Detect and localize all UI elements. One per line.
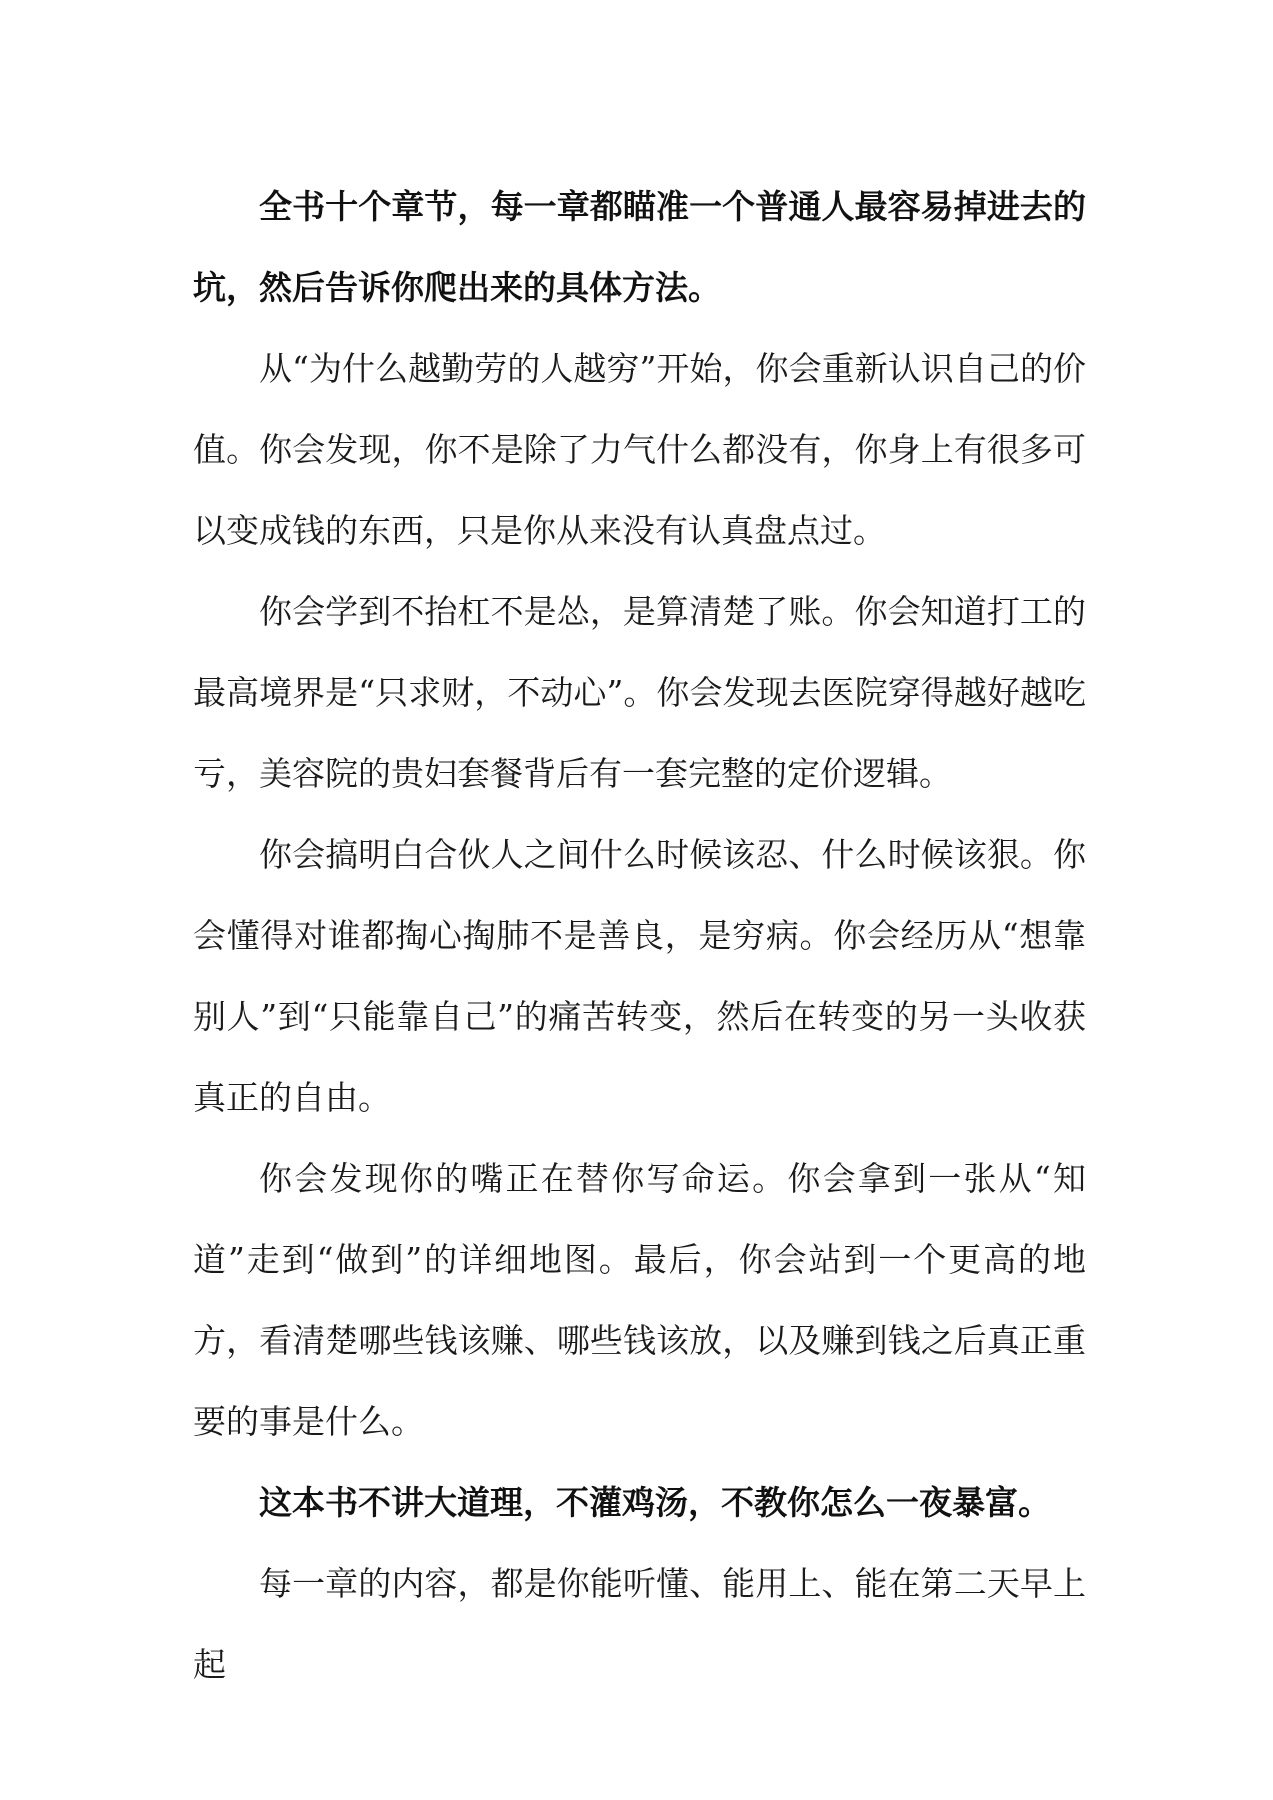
paragraph: 这本书不讲大道理，不灌鸡汤，不教你怎么一夜暴富。	[259, 1483, 1051, 1522]
paragraph: 全书十个章节，每一章都瞄准一个普通人最容易掉进去的坑，然后告诉你爬出来的具体方法。	[193, 187, 1086, 307]
paragraph: 你会学到不抬杠不是怂，是算清楚了账。你会知道打工的最高境界是“只求财，不动心”。你会发现去医院穿得越好越吃亏，美容院的贵妇套餐背后有一套完整的定价逻辑。	[193, 592, 1086, 793]
body-text	[193, 166, 1086, 1705]
paragraph: 你会发现你的嘴正在替你写命运。你会拿到一张从“知道”走到“做到”的详细地图。最后，你会站到一个更高的地方，看清楚哪些钱该赚、哪些钱该放，以及赚到钱之后真正重要的事是什么。	[193, 1159, 1086, 1441]
paragraph: 从“为什么越勤劳的人越穷”开始，你会重新认识自己的价值。你会发现，你不是除了力气什么都没有，你身上有很多可以变成钱的东西，只是你从来没有认真盘点过。	[193, 349, 1086, 550]
paragraph: 你会搞明白合伙人之间什么时候该忍、什么时候该狠。你会懂得对谁都掏心掏肺不是善良，是穷病。你会经历从“想靠别人”到“只能靠自己”的痛苦转变，然后在转变的另一头收获真正的自由。	[193, 835, 1086, 1117]
paragraph: 每一章的内容，都是你能听懂、能用上、能在第二天早上起	[193, 1564, 1086, 1684]
